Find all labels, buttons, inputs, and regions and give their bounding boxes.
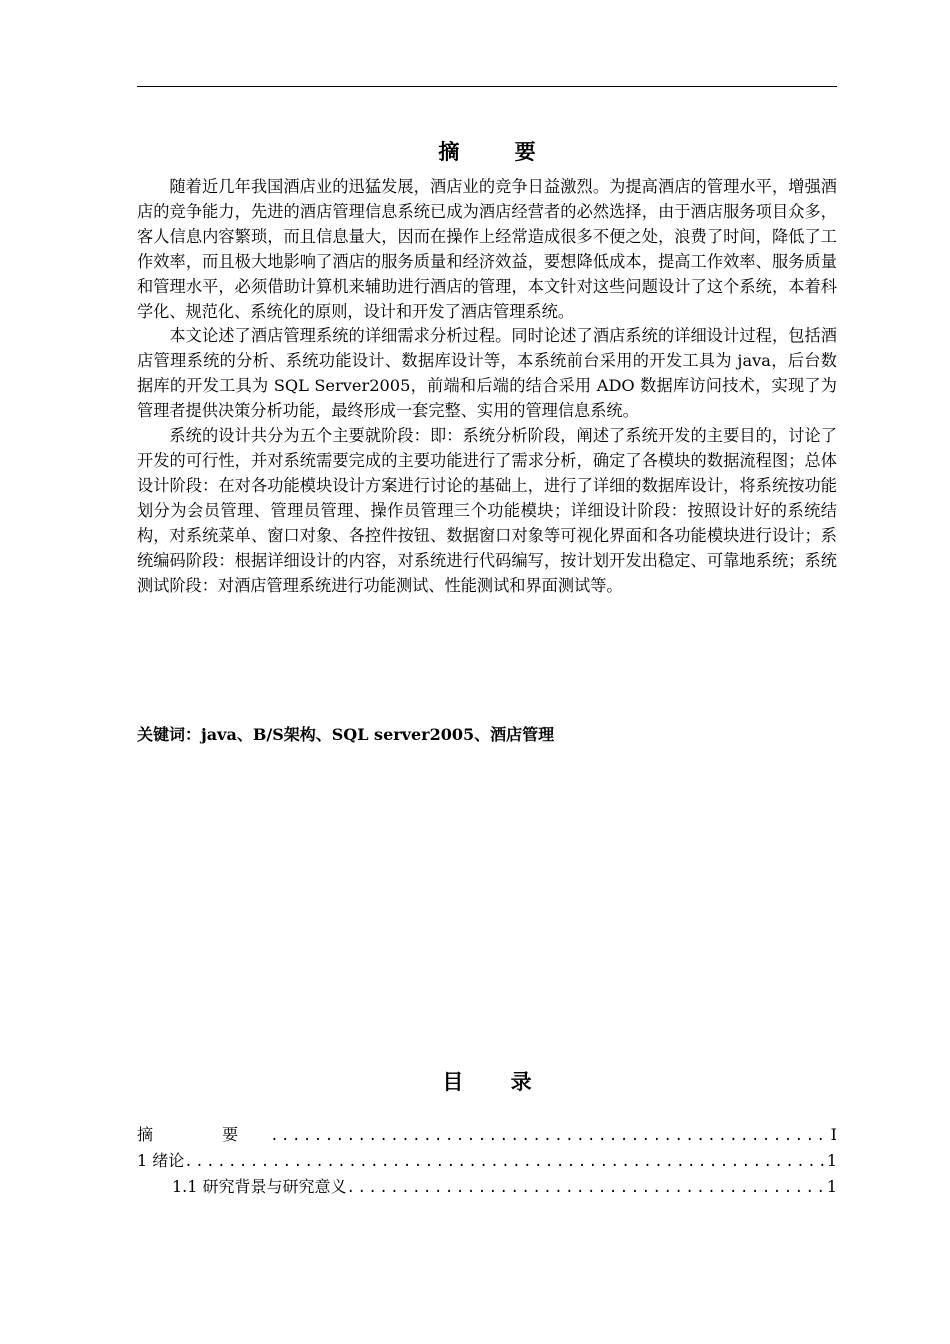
toc-entry-label: 1 绪论 bbox=[137, 1151, 185, 1170]
toc-entry-label-text: 摘 要 bbox=[137, 1125, 271, 1144]
toc-entry-label bbox=[137, 1122, 270, 1148]
toc-entry-abstract[interactable] bbox=[137, 1122, 837, 1148]
toc-entry-page: 1 bbox=[826, 1151, 837, 1170]
toc-leader-dots bbox=[270, 1123, 829, 1149]
abstract-paragraph-1: 随着近几年我国酒店业的迅猛发展，酒店业的竞争日益激烈。为提高酒店的管理水平，增强酒店的竞争能力，先进的酒店管理信息系统已成为酒店经营者的必然选择，由于酒店服务项目众多，客人信息内容繁琐，而且信息量大，因而在操作上经常造成很多不便之处，浪费了时间，降低了工作效率，而且极大地影响了酒店的服务质量和经济效益，要想降低成本，提高工作效率、服务质量和管理水平，必须借助计算机来辅助进行酒店的管理，本文针对这些问题设计了这个系统，本着科学化、规范化、系统化的原则，设计和开发了酒店管理系统。 bbox=[137, 177, 837, 321]
abstract-body bbox=[137, 175, 837, 598]
toc-entry-label: 1.1 研究背景与研究意义 bbox=[172, 1177, 347, 1196]
toc-title: 目 录 bbox=[442, 1070, 552, 1094]
abstract-title: 摘 要 bbox=[438, 140, 560, 164]
toc-leader-dots bbox=[347, 1175, 825, 1201]
toc-entry-page: I bbox=[830, 1125, 837, 1144]
keywords: 关键词：java、B/S架构、SQL server2005、酒店管理 bbox=[137, 725, 555, 744]
toc-leader-dots bbox=[184, 1149, 825, 1175]
toc-entry-page: 1 bbox=[826, 1177, 837, 1196]
abstract-paragraph-2: 本文论述了酒店管理系统的详细需求分析过程。同时论述了酒店系统的详细设计过程，包括酒店管理系统的分析、系统功能设计、数据库设计等，本系统前台采用的开发工具为 java，后台数据库的开发工具为 SQL Server2005，前端和后端的结合采用 ADO 数据库访问技术，实现了为管理者提供决策分析功能，最终形成一套完整、实用的管理信息系统。 bbox=[137, 326, 837, 421]
table-of-contents bbox=[137, 1122, 837, 1200]
toc-entry-introduction[interactable] bbox=[137, 1148, 837, 1174]
abstract-paragraph-3: 系统的设计共分为五个主要就阶段：即：系统分析阶段，阐述了系统开发的主要目的，讨论了开发的可行性，并对系统需要完成的主要功能进行了需求分析，确定了各模块的数据流程图；总体设计阶段：在对各功能模块设计方案进行讨论的基础上，进行了详细的数据库设计，将系统按功能划分为会员管理、管理员管理、操作员管理三个功能模块；详细设计阶段：按照设计好的系统结构，对系统菜单、窗口对象、各控件按钮、数据窗口对象等可视化界面和各功能模块进行设计；系统编码阶段：根据详细设计的内容，对系统进行代码编写，按计划开发出稳定、可靠地系统；系统测试阶段：对酒店管理系统进行功能测试、性能测试和界面测试等。 bbox=[137, 426, 837, 595]
toc-entry-background[interactable] bbox=[137, 1174, 837, 1200]
header-rule bbox=[137, 86, 837, 87]
